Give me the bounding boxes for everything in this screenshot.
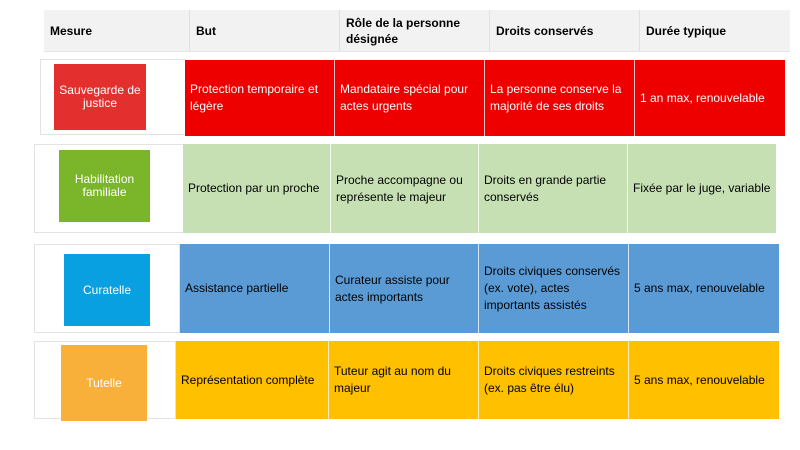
cell-droits: Droits en grande partie conservés xyxy=(479,144,628,233)
header-droits: Droits conservés xyxy=(490,10,640,51)
cell-role: Tuteur agit au nom du majeur xyxy=(329,341,479,419)
row-cells xyxy=(183,144,776,233)
cell-duree: 5 ans max, renouvelable xyxy=(634,372,765,387)
row-cells xyxy=(180,244,779,333)
cell-duree: 5 ans max, renouvelable xyxy=(634,281,765,295)
row-cells xyxy=(185,60,785,136)
mesure-label: Habilitation familiale xyxy=(59,150,150,222)
cell-role: Mandataire spécial pour actes urgents xyxy=(335,60,485,136)
mesure-label: Curatelle xyxy=(64,254,150,326)
table-header xyxy=(44,10,790,52)
cell-but: Protection temporaire et légère xyxy=(185,60,335,136)
header-role: Rôle de la personne désignée xyxy=(340,10,490,51)
cell-droits: Droits civiques conservés (ex. vote), actes importants assistés xyxy=(479,244,629,333)
cell-droits: La personne conserve la majorité de ses droits xyxy=(485,60,635,136)
cell-role: Proche accompagne ou représente le majeur xyxy=(331,144,479,233)
row-cells xyxy=(176,341,779,419)
cell-droits: Droits civiques restreints (ex. pas être élu) xyxy=(479,341,629,419)
mesure-label: Sauvegarde de justice xyxy=(54,64,146,130)
cell-but: Assistance partielle xyxy=(180,244,330,333)
cell-but: Représentation complète xyxy=(176,341,329,419)
header-mesure: Mesure xyxy=(44,10,190,51)
header-but: But xyxy=(190,10,340,51)
header-duree: Durée typique xyxy=(646,23,727,38)
mesure-label: Tutelle xyxy=(61,345,147,421)
cell-role: Curateur assiste pour actes importants xyxy=(330,244,479,333)
cell-but: Protection par un proche xyxy=(183,144,331,233)
cell-duree: 1 an max, renouvelable xyxy=(640,90,765,105)
cell-duree: Fixée par le juge, variable xyxy=(633,181,771,195)
